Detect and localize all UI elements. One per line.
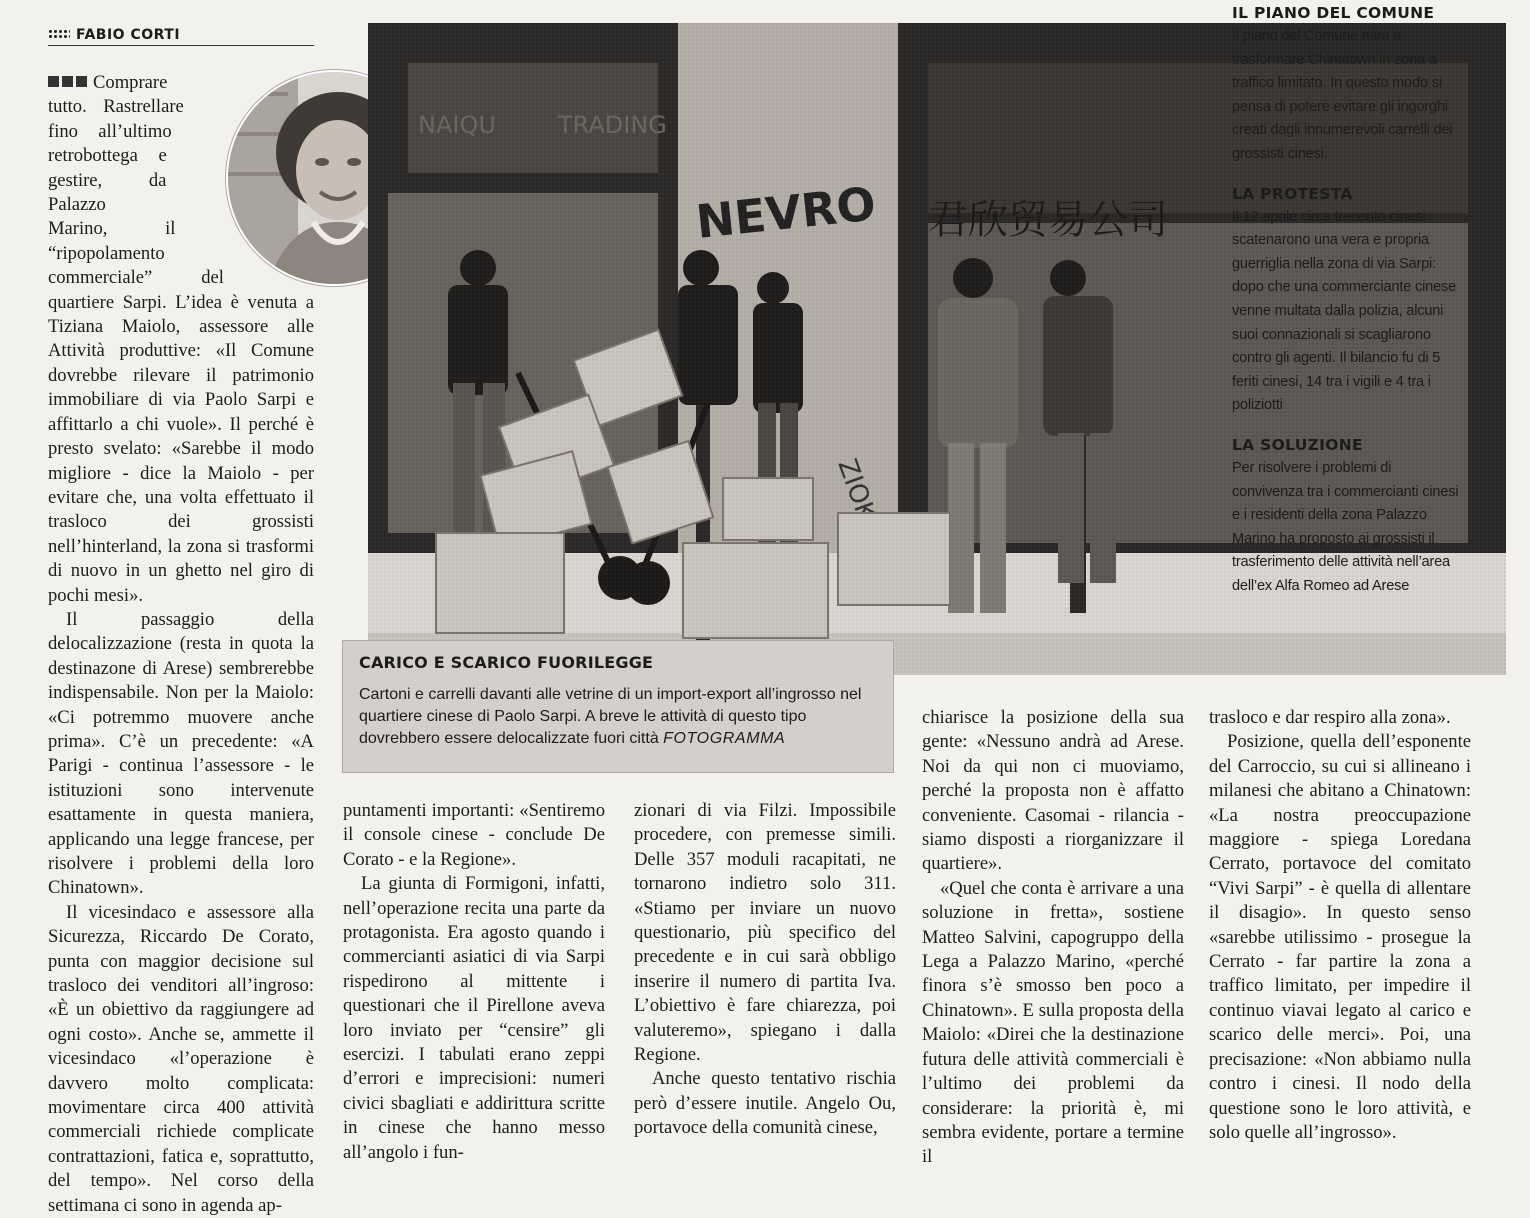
sidebar-section-soluzione: [1232, 436, 1462, 599]
sidebar-title: IL PIANO DEL COMUNE: [1232, 4, 1435, 22]
sidebar: [1232, 4, 1462, 616]
article-paragraph: Comprare tutto. Rastrellare fino all’ultimo retrobottega e gestire, da Palazzo Marino, il “ripopolamento commerciale” del quartiere Sarpi. L’idea è venuta a Tiziana Maiolo, assessore alle Attività produttive: «Il Comune dovrebbe rilevare il patrimonio immobiliare di via Paolo Sarpi e affittarlo a chi vuole». Il perché è presto svelato: «Sarebbe il modo migliore - dice la Maiolo - per evitare che, una volta effettuato il trasloco dei grossisti nell’hinterland, la zona si trasformi di nuovo in un ghetto nel giro di pochi mesi».: [48, 72, 314, 606]
article-paragraph: Il passaggio della delocalizzazione (resta in quota la destinazone di Arese) sembrerebbe indispensabile. Non per la Maiolo: «Ci potremmo muovere anche prima». C’è un precedente: «A Parigi - continua l’assessore - le istituzioni sono intervenute esattamente in questa maniera, applicando una legge francese, per risolvere i problemi della loro Chinatown».: [48, 608, 314, 899]
byline-name: FABIO CORTI: [76, 27, 181, 43]
sidebar-body: Per risolvere i problemi di convivenza tra i commercianti cinesi e i residenti della zona Palazzo Marino ha proposto ai grossisti il trasferimento delle attività nell’area dell’ex Alfa Romeo ad Arese: [1232, 459, 1459, 594]
byline-dots-icon: [48, 29, 70, 39]
sidebar-section-protesta: [1232, 185, 1462, 418]
article-paragraph: Posizione, quella dell’esponente del Carroccio, su cui si allineano i milanesi che abitano a Chinatown: «La nostra preoccupazione maggiore - spiega Loredana Cerrato, portavoce del comitato “Vivi Sarpi” - è quella di allentare il disagio». In questo senso «sarebbe utilissimo - prosegue la Cerrato - far partire la zona a traffico limitato, per impedire il continuo viavai legato al carico e scarico delle merci». Poi, una precisazione: «Non abbiamo nulla contro i cinesi. Il nodo della questione sono le loro attività, e solo quelle all’ingrosso».: [1209, 731, 1471, 1143]
sidebar-title: LA SOLUZIONE: [1232, 435, 1363, 454]
sidebar-section-piano: [1232, 4, 1462, 167]
caption-title: CARICO E SCARICO FUORILEGGE: [359, 653, 654, 672]
article-paragraph: zionari di via Filzi. Impossibile procedere, con premesse simili. Delle 357 moduli racapitati, ne tornarono indietro solo 311. «Stiamo per inviare un nuovo questionario, più specifico del precedente e in cui sarà obbligo inserire il numero di partita Iva. L’obiettivo è fare chiarezza, poi valuteremo», spiegano i dalla Regione.: [634, 800, 896, 1066]
lead-square-icon: [62, 76, 73, 87]
article-paragraph: La giunta di Formigoni, infatti, nell’operazione recita una parte da protagonista. Era agosto quando i commercianti asiatici di via Sarpi rispedirono al mittente i questionari che il Pirellone aveva loro inviato per “censire” gli esercizi. I tabulati erano zeppi d’errori e imprecisioni: numeri civici sbagliati e addirittura scritte in cinese che hanno messo all’angolo i fun-: [343, 873, 605, 1163]
lead-square-icon: [76, 76, 87, 87]
article-paragraph: Anche questo tentativo rischia però d’essere inutile. Angelo Ou, portavoce della comunità cinese,: [634, 1068, 896, 1139]
article-col-2: [343, 799, 605, 1165]
article-paragraph: chiarisce la posizione della sua gente: «Nessuno andrà ad Arese. Noi da qui non ci muoviamo, perché la proposta non è affatto conveniente. Casomai - rilancia - siamo disposti a riorganizzare il quartiere».: [922, 707, 1184, 875]
article-col-5: [1209, 706, 1471, 1145]
article-paragraph: puntamenti importanti: «Sentiremo il console cinese - conclude De Corato - e la Regione».: [343, 800, 605, 870]
article-col-1: [48, 71, 314, 1218]
lead-square-icon: [48, 76, 59, 87]
photo-credit: FOTOGRAMMA: [663, 730, 786, 747]
article-col-3: [634, 799, 896, 1141]
sidebar-body: Il 12 aprile circa trecento cinesi scatenarono una vera e propria guerriglia nella zona di via Sarpi: dopo che una commerciante cinese venne multata dalla polizia, alcuni suoi connazionali si scagliarono contro gli agenti. Il bilancio fu di 5 feriti cinesi, 14 tra i vigili e 4 tra i poliziotti: [1232, 208, 1456, 414]
sidebar-title: LA PROTESTA: [1232, 184, 1353, 203]
sidebar-body: Il piano del Comune mira a trasformare Chinatown in zona a traffico limitato. In questo modo si pensa di potere evitare gli ingorghi creati dagli innumerevoli carrelli dei grossisti cinesi.: [1232, 28, 1453, 162]
caption-body: Cartoni e carrelli davanti alle vetrine di un import-export all’ingrosso nel quartiere cinese di Paolo Sarpi. A breve le attività di questo tipo dovrebbero essere delocalizzate fuori città FOTOGRAMMA: [359, 686, 862, 747]
article-paragraph: Il vicesindaco e assessore alla Sicurezza, Riccardo De Corato, punta con maggior decisione sul trasloco dei venditori all’ingroso: «È un obiettivo da raggiungere ad ogni costo». Anche se, ammette il vicesindaco «l’operazione è davvero molto complicata: movimentare circa 400 attività commerciali richiede complicate contrattazioni, fatica e, soprattutto, del tempo». Nel corso della settimana ci sono in agenda ap-: [48, 901, 314, 1216]
byline: [48, 25, 314, 46]
article-paragraph: «Quel che conta è arrivare a una soluzione in fretta», sostiene Matteo Salvini, capogruppo della Lega a Palazzo Marino, «perché finora s’è smosso ben poco a Chinatown». E sulla proposta della Maiolo: «Direi che la destinazione futura delle attività commerciali è l’ultimo dei problemi da considerare: la priorità è, mi sembra evidente, portare a termine il: [922, 877, 1184, 1168]
article-paragraph: trasloco e dar respiro alla zona».: [1209, 707, 1451, 728]
photo-caption: [342, 640, 894, 773]
article-col-4: [922, 706, 1184, 1170]
